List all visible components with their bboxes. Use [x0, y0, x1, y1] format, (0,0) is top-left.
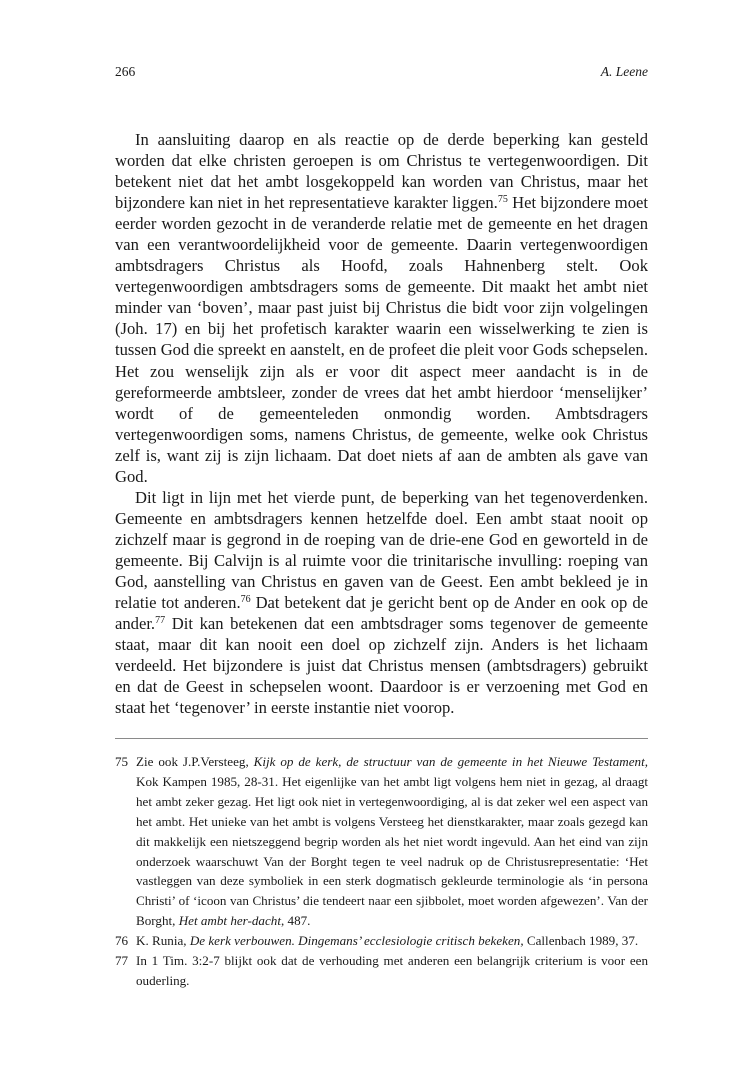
paragraph-2-text-a: Dit ligt in lijn met het vierde punt, de beperking van het tegenoverdenken. Gemeente en ambtsdragers kennen hetzelfde doel. Een ambt staat nooit op zichzelf maar is gegrond in de roeping van de drie-ene God en geworteld in de gemeente. Bij Calvijn is al ruimte voor die trinitarische invulling: roeping van God, aanstelling van Christus en gaven van de Geest. Een ambt bekleed je in relatie tot anderen. — [115, 487, 648, 613]
footnote-number: 77 — [115, 953, 129, 969]
running-header — [115, 64, 648, 84]
footnote-number: 75 — [115, 754, 129, 769]
footnote-text: , 487. — [280, 913, 311, 929]
running-author: A. Leene — [600, 64, 648, 79]
paragraph-1 — [115, 129, 648, 487]
body-text — [115, 129, 648, 718]
footnote-text: K. Runia, — [136, 933, 190, 949]
footnote-text: Kok Kampen 1985, 28-31. Het eigenlijke van het ambt ligt volgens hem niet in gezag, al draagt het ambt zeker gezag. Het ligt ook niet in vertegenwoordiging, al is dat zeker wel een aspect van het ambt. Het unieke van het ambt is volgens Versteeg het dienstkarakter, maar zoals gezegd kan dit makkelijk een nietszeggend begrip worden als het niet wordt ingevuld. Aan het eind van zijn onderzoek waarschuwt Van der Borght tegen te veel nadruk op de Christusrepresentatie: ‘Het vastleggen van deze symboliek in een sterk dogmatisch gekleurde terminologie als ‘in persona Christi’ of ‘icoon van Christus’ die tendeert naar een sjibbolet, moet worden afgewezen’. Van der Borght, — [136, 773, 648, 929]
paragraph-2-text-b: Dat betekent dat je gericht bent op de Ander en ook op de ander. — [115, 593, 648, 634]
footnote-ref-75[interactable]: 75 — [497, 194, 508, 206]
paragraph-2 — [115, 487, 648, 719]
paragraph-2-text-c: Dit kan betekenen dat een ambtsdrager soms tegenover de gemeente staat, maar dit kan nooit een doel op zichzelf zijn. Anders is het lichaam verdeeld. Het bijzondere is juist dat Christus mensen (ambtsdragers) gebruikt en dat de Geest in schepselen woont. Daardoor is er verzoening met God en staat het ‘tegenover’ in eerste instantie niet voorop. — [115, 614, 648, 718]
footnote-ref-77[interactable]: 77 — [155, 615, 166, 627]
footnote-number: 76 — [115, 933, 129, 949]
footnote-divider — [115, 738, 648, 739]
paragraph-1-text-b: Het bijzondere moet eerder worden gezocht in de veranderde relatie met de gemeente en het dragen van een verantwoordelijkheid voor de gemeente. Daarin vertegenwoordigen ambtsdragers Christus als Hoofd, zoals Hahnenberg stelt. Ook vertegenwoordigen ambtsdragers soms de gemeente. Dit maakt het ambt niet minder van ‘boven’, maar past juist bij Christus die bidt voor zijn volgelingen (Joh. 17) en bij het profetisch karakter waarin een wisselwerking te zien is tussen God die spreekt en aanstelt, en de profeet die pleit voor Gods schepselen. Het zou wenselijk zijn als er voor dit aspect meer aandacht is in de gereformeerde ambtsleer, zonder de vrees dat het ambt hierdoor ‘menselijker’ wordt of de gemeenteleden onmondig worden. Ambtsdragers vertegenwoordigen soms, namens Christus, de gemeente, welke ook Christus zelf is, want zij is zijn lichaam. Dat doet niets af aan de ambten als gave van God. — [115, 193, 648, 486]
page-number: 266 — [115, 64, 136, 79]
footnote-76 — [115, 931, 648, 951]
footnotes — [115, 752, 648, 991]
footnote-ref-76[interactable]: 76 — [240, 594, 251, 606]
footnote-title: De kerk verbouwen. Dingemans’ ecclesiologie critisch bekeken, — [189, 933, 524, 949]
footnote-75 — [115, 752, 648, 931]
footnote-text: Zie ook J.P.Versteeg, — [136, 754, 254, 769]
paragraph-1-text-a: In aansluiting daarop en als reactie op de derde beperking kan gesteld worden dat elke christen geroepen is om Christus te vertegenwoordigen. Dit betekent niet dat het ambt losgekoppeld kan worden van Christus, maar het bijzondere kan niet in het representatieve karakter liggen. — [115, 130, 648, 213]
footnote-title: Het ambt her-dacht — [178, 913, 281, 929]
footnote-title: Kijk op de kerk, de structuur van de gemeente in het Nieuwe Testament, — [253, 754, 648, 769]
footnote-77 — [115, 951, 648, 991]
footnote-text: Callenbach 1989, 37. — [523, 933, 639, 949]
footnote-text: In 1 Tim. 3:2-7 blijkt ook dat de verhouding met anderen een belangrijk criterium is voor een ouderling. — [136, 953, 648, 988]
